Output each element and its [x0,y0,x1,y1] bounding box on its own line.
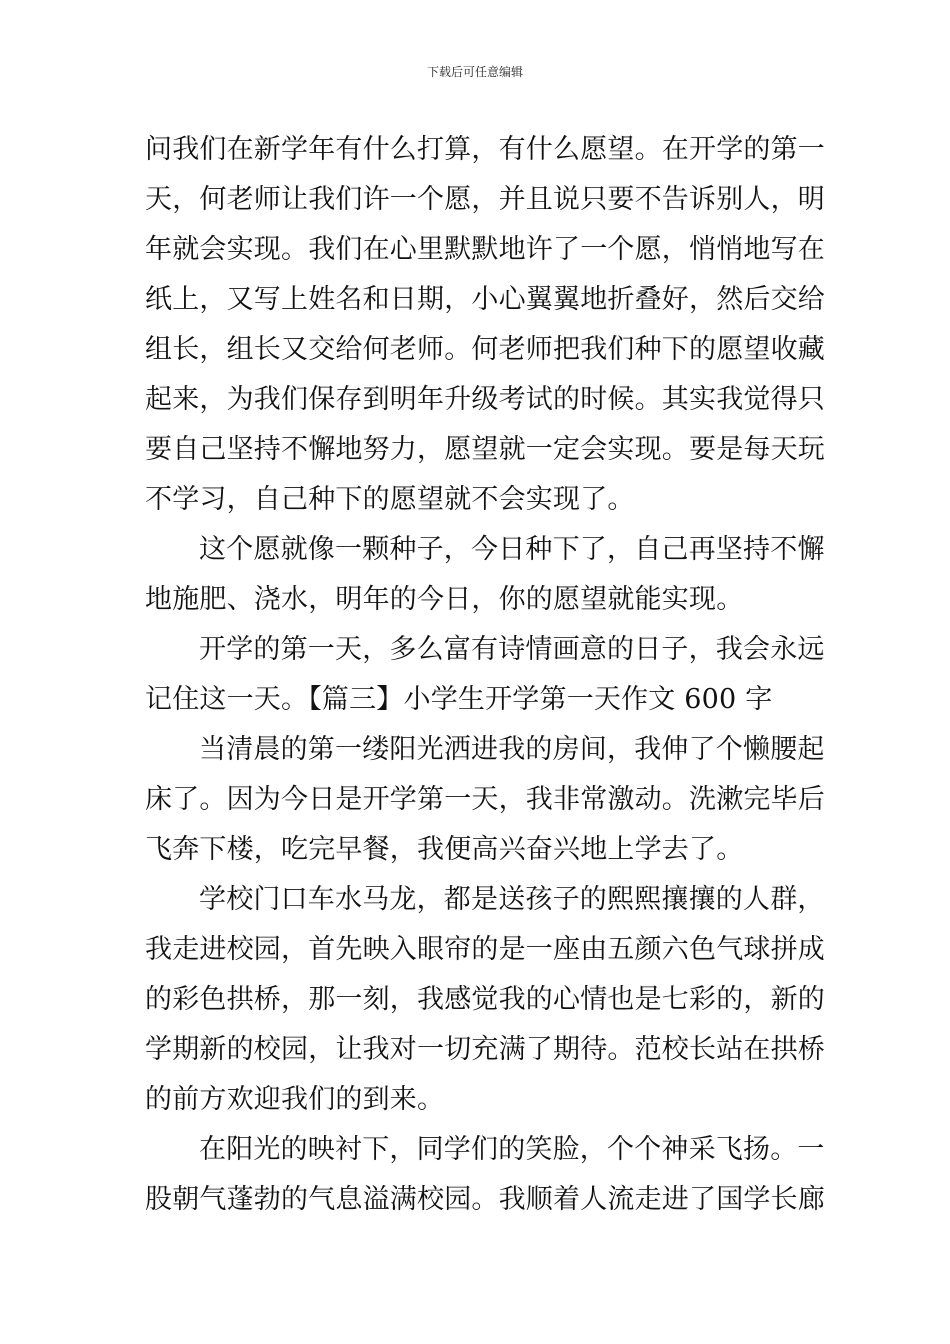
text-line: 地施肥、浇水，明年的今日，你的愿望就能实现。 [145,584,744,615]
text-line: 床了。因为今日是开学第一天，我非常激动。洗漱完毕后 [145,784,825,815]
paragraph-start-line: 学校门口车水马龙，都是送孩子的熙熙攘攘的人群， [199,884,825,915]
text-line: 不学习，自己种下的愿望就不会实现了。 [145,484,635,515]
header-note: 下载后可任意编辑 [426,65,523,79]
document-body [145,125,825,1225]
text-line: 我走进校园，首先映入眼帘的是一座由五颜六色气球拼成 [145,934,825,965]
paragraph-start-line: 开学的第一天，多么富有诗情画意的日子，我会永远 [199,634,825,665]
paragraph-start-line: 这个愿就像一颗种子，今日种下了，自己再坚持不懈 [199,534,825,565]
paragraph-start-line: 当清晨的第一缕阳光洒进我的房间，我伸了个懒腰起 [199,734,825,765]
text-line: 天，何老师让我们许一个愿，并且说只要不告诉别人，明 [145,184,825,215]
text-line: 学期新的校园，让我对一切充满了期待。范校长站在拱桥 [145,1034,825,1065]
text-line: 的彩色拱桥，那一刻，我感觉我的心情也是七彩的，新的 [145,984,825,1015]
text-line: 组长，组长又交给何老师。何老师把我们种下的愿望收藏 [145,334,825,365]
text-line: 股朝气蓬勃的气息溢满校园。我顺着人流走进了国学长廊 [145,1184,825,1215]
text-line: 飞奔下楼，吃完早餐，我便高兴奋兴地上学去了。 [145,834,744,865]
text-line: 问我们在新学年有什么打算，有什么愿望。在开学的第一 [145,134,825,165]
paragraph-start-line: 在阳光的映衬下，同学们的笑脸，个个神采飞扬。一 [199,1134,825,1165]
text-line: 纸上，又写上姓名和日期，小心翼翼地折叠好，然后交给 [145,284,825,315]
text-line: 起来，为我们保存到明年升级考试的时候。其实我觉得只 [145,384,825,415]
text-line: 年就会实现。我们在心里默默地许了一个愿，悄悄地写在 [145,234,825,265]
text-line: 要自己坚持不懈地努力，愿望就一定会实现。要是每天玩 [145,434,825,465]
text-line: 的前方欢迎我们的到来。 [145,1084,445,1115]
text-line: 记住这一天。【篇三】小学生开学第一天作文 600 字 [145,684,773,715]
